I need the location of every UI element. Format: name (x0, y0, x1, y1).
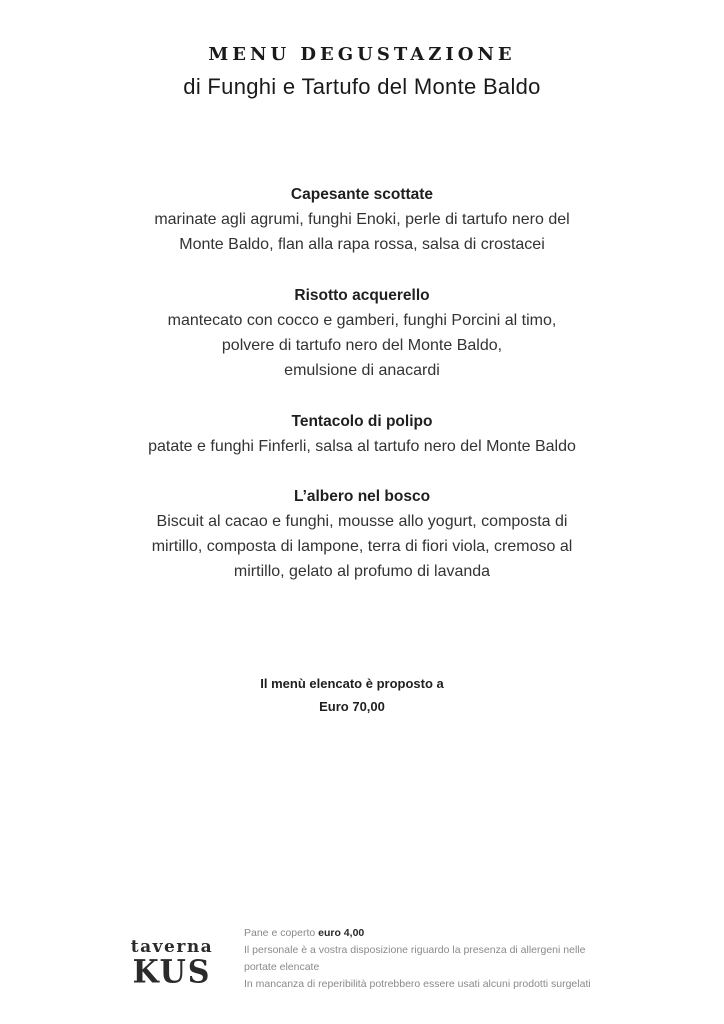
course-description-line: mirtillo, composta di lampone, terra di fiori viola, cremoso al (151, 538, 573, 555)
course-item (0, 485, 724, 584)
course-description (0, 509, 724, 584)
course-description-line: Monte Baldo, flan alla rapa rossa, salsa di crostacei (179, 236, 545, 253)
course-description-line: mirtillo, gelato al profumo di lavanda (233, 563, 491, 580)
cover-charge-label: Pane e coperto (244, 927, 319, 939)
course-item (0, 410, 724, 459)
menu-subtitle: di Funghi e Tartufo del Monte Baldo (183, 74, 541, 99)
footer-notes (244, 925, 644, 993)
course-name: L’albero nel bosco (293, 488, 431, 505)
course-item (0, 284, 724, 383)
course-description-line: emulsione di anacardi (284, 362, 440, 379)
cover-charge-price: euro 4,00 (318, 927, 365, 939)
course-description-line: mantecato con cocco e gamberi, funghi Porcini al timo, (167, 312, 557, 329)
course-description (0, 207, 724, 257)
allergen-note-line: portate elencate (244, 961, 320, 973)
menu-title: MENU DEGUSTAZIONE (208, 44, 516, 65)
frozen-products-note: In mancanza di reperibilità potrebbero essere usati alcuni prodotti surgelati (244, 978, 591, 990)
course-name: Risotto acquerello (294, 287, 430, 304)
logo-text-bottom: KUS (132, 954, 212, 991)
course-description-line: Biscuit al cacao e funghi, mousse allo yogurt, composta di (156, 513, 568, 530)
price-info (0, 672, 704, 718)
course-description-line: polvere di tartufo nero del Monte Baldo, (221, 337, 503, 354)
taverna-kus-logo (126, 937, 218, 989)
price-value: Euro 70,00 (319, 699, 385, 714)
allergen-note-line: Il personale è a vostra disposizione riguardo la presenza di allergeni nelle (244, 944, 586, 956)
logo-text-top: taverna (130, 937, 214, 957)
course-item (0, 183, 724, 257)
course-name: Tentacolo di polipo (291, 413, 433, 430)
price-description: Il menù elencato è proposto a (260, 676, 444, 691)
course-description-line: patate e funghi Finferli, salsa al tartufo nero del Monte Baldo (148, 438, 576, 455)
course-description (0, 434, 724, 459)
course-description-line: marinate agli agrumi, funghi Enoki, perle di tartufo nero del (154, 211, 570, 228)
cover-charge-line (244, 925, 644, 942)
course-name: Capesante scottate (290, 186, 434, 203)
menu-header (0, 42, 724, 102)
course-description (0, 308, 724, 383)
